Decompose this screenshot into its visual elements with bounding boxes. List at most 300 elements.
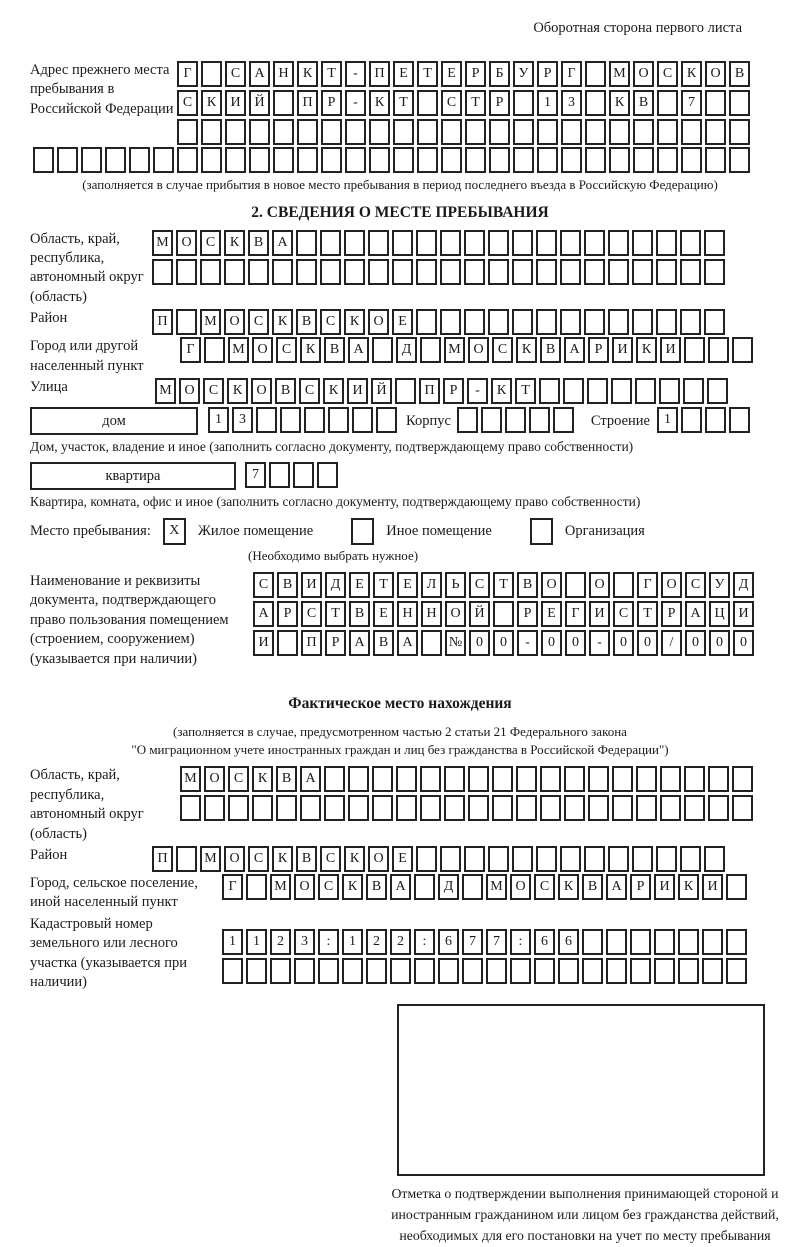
- char-box: [372, 766, 393, 792]
- char-box: Г: [561, 61, 582, 87]
- document-row-2: [253, 601, 757, 627]
- char-box: [512, 309, 533, 335]
- char-box: [224, 259, 245, 285]
- previous-address-row-1: [177, 61, 753, 87]
- char-box: [553, 407, 574, 433]
- char-box: [486, 958, 507, 984]
- char-box: М: [270, 874, 291, 900]
- char-box: [584, 846, 605, 872]
- char-box: [416, 846, 437, 872]
- char-box: 1: [208, 407, 229, 433]
- document-label: Наименование и реквизиты документа, подтверждающего право пользования помещением (строением, сооружением) (указывается при наличии): [30, 573, 229, 667]
- char-box: [369, 119, 390, 145]
- char-box: [293, 462, 314, 488]
- char-box: В: [582, 874, 603, 900]
- document-rows: [253, 572, 757, 656]
- char-box: 1: [246, 929, 267, 955]
- char-box: М: [228, 337, 249, 363]
- char-box: Т: [325, 601, 346, 627]
- char-box: У: [513, 61, 534, 87]
- char-box: [246, 958, 267, 984]
- char-box: С: [320, 309, 341, 335]
- char-box: С: [657, 61, 678, 87]
- previous-address-row-3: [177, 119, 753, 145]
- document-group: [30, 572, 770, 669]
- char-box: К: [201, 90, 222, 116]
- char-box: [536, 259, 557, 285]
- region-row-1: [152, 230, 728, 256]
- char-box: С: [200, 230, 221, 256]
- char-box: [57, 147, 78, 173]
- char-box: А: [253, 601, 274, 627]
- char-box: 7: [681, 90, 702, 116]
- char-box: [680, 259, 701, 285]
- char-box: [488, 309, 509, 335]
- char-box: [248, 259, 269, 285]
- char-box: Р: [321, 90, 342, 116]
- street-label: Улица: [30, 379, 68, 396]
- char-box: С: [613, 601, 634, 627]
- char-box: О: [368, 846, 389, 872]
- char-box: М: [200, 846, 221, 872]
- char-box: [560, 259, 581, 285]
- char-box: К: [558, 874, 579, 900]
- char-box: Н: [273, 61, 294, 87]
- char-box: Г: [180, 337, 201, 363]
- char-box: [464, 309, 485, 335]
- char-box: [273, 119, 294, 145]
- char-box: /: [661, 630, 682, 656]
- char-box: Е: [349, 572, 370, 598]
- char-box: Й: [469, 601, 490, 627]
- char-box: С: [248, 846, 269, 872]
- char-box: [393, 147, 414, 173]
- region-row-2: [152, 259, 728, 285]
- char-box: [585, 90, 606, 116]
- char-box: С: [299, 378, 320, 404]
- stay-type-note: (Необходимо выбрать нужное): [248, 547, 419, 563]
- char-box: [536, 846, 557, 872]
- char-box: [540, 766, 561, 792]
- char-box: Т: [465, 90, 486, 116]
- char-box: [222, 958, 243, 984]
- char-box: С: [534, 874, 555, 900]
- char-box: К: [300, 337, 321, 363]
- char-box: И: [589, 601, 610, 627]
- char-box: И: [225, 90, 246, 116]
- char-box: [729, 147, 750, 173]
- char-box: Р: [661, 601, 682, 627]
- char-box: [256, 407, 277, 433]
- stay-type-options: [163, 518, 683, 545]
- char-box: В: [248, 230, 269, 256]
- char-box: В: [275, 378, 296, 404]
- char-box: [705, 407, 726, 433]
- actual-district-label: Район: [30, 846, 68, 863]
- char-box: В: [276, 766, 297, 792]
- char-box: П: [297, 90, 318, 116]
- char-box: В: [366, 874, 387, 900]
- char-box: [328, 407, 349, 433]
- char-box: [321, 147, 342, 173]
- char-box: 0: [733, 630, 754, 656]
- char-box: [416, 309, 437, 335]
- char-box: С: [253, 572, 274, 598]
- char-box: В: [277, 572, 298, 598]
- char-box: [512, 846, 533, 872]
- apartment-cells: [245, 462, 341, 488]
- actual-region-row-2: [180, 795, 756, 821]
- char-box: Р: [443, 378, 464, 404]
- char-box: [252, 795, 273, 821]
- char-box: -: [517, 630, 538, 656]
- char-box: [345, 119, 366, 145]
- char-box: М: [609, 61, 630, 87]
- char-box: 7: [245, 462, 266, 488]
- char-box: [300, 795, 321, 821]
- char-box: [708, 766, 729, 792]
- char-box: [420, 795, 441, 821]
- char-box: О: [589, 572, 610, 598]
- char-box: [560, 230, 581, 256]
- char-box: [608, 846, 629, 872]
- char-box: [536, 230, 557, 256]
- char-box: [681, 407, 702, 433]
- char-box: Г: [177, 61, 198, 87]
- stay-type-label: Место пребывания:: [30, 522, 151, 539]
- char-box: Р: [537, 61, 558, 87]
- char-box: В: [349, 601, 370, 627]
- char-box: [561, 147, 582, 173]
- city-group: [30, 337, 770, 376]
- char-box: О: [368, 309, 389, 335]
- char-box: В: [517, 572, 538, 598]
- char-box: Р: [517, 601, 538, 627]
- char-box: [395, 378, 416, 404]
- char-box: С: [228, 766, 249, 792]
- char-box: С: [248, 309, 269, 335]
- char-box: [204, 337, 225, 363]
- char-box: В: [633, 90, 654, 116]
- char-box: -: [467, 378, 488, 404]
- char-box: [348, 766, 369, 792]
- char-box: [660, 795, 681, 821]
- actual-city-label: Город, сельское поселение, иной населенный пункт: [30, 874, 198, 911]
- char-box: И: [654, 874, 675, 900]
- previous-address-group: [30, 61, 770, 145]
- char-box: [585, 61, 606, 87]
- char-box: -: [345, 61, 366, 87]
- char-box: [654, 929, 675, 955]
- char-box: [492, 766, 513, 792]
- char-box: [201, 61, 222, 87]
- char-box: Й: [249, 90, 270, 116]
- korpus-cells: [457, 407, 577, 433]
- char-box: О: [294, 874, 315, 900]
- char-box: А: [390, 874, 411, 900]
- char-box: А: [685, 601, 706, 627]
- char-box: [561, 119, 582, 145]
- char-box: [492, 795, 513, 821]
- char-box: [680, 846, 701, 872]
- char-box: [176, 259, 197, 285]
- char-box: О: [224, 846, 245, 872]
- char-box: [201, 119, 222, 145]
- char-box: [702, 929, 723, 955]
- char-box: Е: [441, 61, 462, 87]
- char-box: М: [152, 230, 173, 256]
- char-box: М: [155, 378, 176, 404]
- actual-location-note-1: (заполняется в случае, предусмотренном частью 2 статьи 21 Федерального закона: [173, 724, 627, 740]
- char-box: [704, 309, 725, 335]
- apartment-group: [30, 462, 770, 490]
- char-box: Р: [277, 601, 298, 627]
- char-box: [345, 147, 366, 173]
- actual-location-title: Фактическое место нахождения: [288, 695, 512, 713]
- stay-option-label-1: Жилое помещение: [197, 522, 314, 539]
- char-box: М: [200, 309, 221, 335]
- char-box: [417, 119, 438, 145]
- char-box: [659, 378, 680, 404]
- char-box: [633, 147, 654, 173]
- char-box: [201, 147, 222, 173]
- char-box: [369, 147, 390, 173]
- char-box: [656, 230, 677, 256]
- char-box: С: [492, 337, 513, 363]
- char-box: [608, 309, 629, 335]
- char-box: [269, 462, 290, 488]
- char-box: 0: [685, 630, 706, 656]
- char-box: [632, 309, 653, 335]
- actual-region-row-1: [180, 766, 756, 792]
- char-box: Й: [371, 378, 392, 404]
- char-box: О: [510, 874, 531, 900]
- stay-option-label-2: Иное помещение: [386, 522, 492, 539]
- char-box: [680, 230, 701, 256]
- char-box: [729, 119, 750, 145]
- char-box: [613, 572, 634, 598]
- apartment-widebox: квартира: [30, 462, 236, 490]
- char-box: Т: [321, 61, 342, 87]
- char-box: 3: [232, 407, 253, 433]
- actual-district-group: [30, 846, 770, 872]
- street-row: [155, 378, 731, 404]
- char-box: О: [179, 378, 200, 404]
- char-box: [611, 378, 632, 404]
- previous-address-label: Адрес прежнего места пребывания в Российской Федерации: [30, 62, 174, 117]
- char-box: О: [204, 766, 225, 792]
- district-row: [152, 309, 728, 335]
- char-box: [297, 119, 318, 145]
- char-box: О: [705, 61, 726, 87]
- char-box: Т: [393, 90, 414, 116]
- char-box: [656, 259, 677, 285]
- char-box: [512, 230, 533, 256]
- char-box: [444, 766, 465, 792]
- char-box: А: [397, 630, 418, 656]
- char-box: :: [318, 929, 339, 955]
- char-box: [564, 766, 585, 792]
- char-box: [33, 147, 54, 173]
- char-box: [489, 147, 510, 173]
- char-box: [420, 337, 441, 363]
- char-box: С: [276, 337, 297, 363]
- char-box: Л: [421, 572, 442, 598]
- char-box: [584, 259, 605, 285]
- char-box: [372, 795, 393, 821]
- stay-option-label-3: Организация: [564, 522, 645, 539]
- char-box: [657, 147, 678, 173]
- char-box: [534, 958, 555, 984]
- char-box: Г: [637, 572, 658, 598]
- char-box: -: [589, 630, 610, 656]
- char-box: [320, 259, 341, 285]
- char-box: С: [320, 846, 341, 872]
- char-box: [608, 230, 629, 256]
- char-box: И: [301, 572, 322, 598]
- char-box: Р: [325, 630, 346, 656]
- char-box: [392, 230, 413, 256]
- char-box: [560, 309, 581, 335]
- char-box: Д: [733, 572, 754, 598]
- char-box: [177, 119, 198, 145]
- char-box: [465, 119, 486, 145]
- char-box: [444, 795, 465, 821]
- char-box: П: [152, 309, 173, 335]
- char-box: [176, 309, 197, 335]
- char-box: [294, 958, 315, 984]
- char-box: [276, 795, 297, 821]
- char-box: [513, 119, 534, 145]
- char-box: [635, 378, 656, 404]
- actual-region-group: [30, 766, 770, 844]
- char-box: К: [227, 378, 248, 404]
- district-label: Район: [30, 310, 68, 327]
- char-box: [537, 147, 558, 173]
- char-box: №: [445, 630, 466, 656]
- stay-type-row: [30, 518, 770, 545]
- char-box: К: [636, 337, 657, 363]
- char-box: Д: [438, 874, 459, 900]
- char-box: К: [252, 766, 273, 792]
- char-box: И: [660, 337, 681, 363]
- char-box: 1: [537, 90, 558, 116]
- char-box: [200, 259, 221, 285]
- char-box: И: [612, 337, 633, 363]
- char-box: [681, 119, 702, 145]
- char-box: А: [564, 337, 585, 363]
- apartment-note: Квартира, комната, офис и иное (заполнить согласно документу, подтверждающему право собственности): [30, 494, 641, 510]
- char-box: К: [369, 90, 390, 116]
- char-box: Т: [515, 378, 536, 404]
- char-box: [342, 958, 363, 984]
- char-box: [417, 147, 438, 173]
- char-box: В: [540, 337, 561, 363]
- char-box: [366, 958, 387, 984]
- char-box: [656, 846, 677, 872]
- char-box: П: [419, 378, 440, 404]
- char-box: [153, 147, 174, 173]
- char-box: 0: [709, 630, 730, 656]
- char-box: В: [373, 630, 394, 656]
- char-box: 0: [541, 630, 562, 656]
- char-box: 0: [493, 630, 514, 656]
- char-box: В: [729, 61, 750, 87]
- char-box: К: [272, 309, 293, 335]
- char-box: Р: [465, 61, 486, 87]
- char-box: [488, 846, 509, 872]
- char-box: К: [297, 61, 318, 87]
- char-box: Р: [630, 874, 651, 900]
- char-box: [726, 929, 747, 955]
- char-box: [684, 795, 705, 821]
- char-box: 7: [462, 929, 483, 955]
- char-box: [558, 958, 579, 984]
- char-box: [493, 601, 514, 627]
- char-box: [564, 795, 585, 821]
- char-box: А: [348, 337, 369, 363]
- char-box: У: [709, 572, 730, 598]
- char-box: [657, 90, 678, 116]
- char-box: [704, 230, 725, 256]
- char-box: К: [516, 337, 537, 363]
- char-box: [421, 630, 442, 656]
- section2-title: 2. СВЕДЕНИЯ О МЕСТЕ ПРЕБЫВАНИЯ: [251, 203, 549, 221]
- char-box: [320, 230, 341, 256]
- confirmation-stamp-box: [397, 1004, 765, 1176]
- char-box: [585, 147, 606, 173]
- char-box: Д: [396, 337, 417, 363]
- previous-address-row-4: [33, 147, 770, 173]
- char-box: О: [445, 601, 466, 627]
- house-group: [30, 407, 770, 435]
- actual-region-rows: [180, 766, 756, 821]
- char-box: Ь: [445, 572, 466, 598]
- char-box: [565, 572, 586, 598]
- char-box: [636, 795, 657, 821]
- char-box: [540, 795, 561, 821]
- char-box: [273, 147, 294, 173]
- char-box: [396, 795, 417, 821]
- char-box: В: [324, 337, 345, 363]
- korpus-label: Корпус: [406, 413, 451, 430]
- char-box: К: [272, 846, 293, 872]
- char-box: [416, 259, 437, 285]
- char-box: [228, 795, 249, 821]
- char-box: [732, 337, 753, 363]
- char-box: 1: [657, 407, 678, 433]
- char-box: 7: [486, 929, 507, 955]
- char-box: [630, 958, 651, 984]
- char-box: Е: [541, 601, 562, 627]
- house-note: Дом, участок, владение и иное (заполнить согласно документу, подтверждающему право собственности): [30, 439, 634, 455]
- char-box: [129, 147, 150, 173]
- char-box: [304, 407, 325, 433]
- char-box: [684, 766, 705, 792]
- char-box: [457, 407, 478, 433]
- char-box: Е: [373, 601, 394, 627]
- char-box: [560, 846, 581, 872]
- char-box: К: [681, 61, 702, 87]
- char-box: [81, 147, 102, 173]
- char-box: [441, 119, 462, 145]
- char-box: М: [180, 766, 201, 792]
- char-box: [417, 90, 438, 116]
- char-box: [249, 119, 270, 145]
- char-box: [529, 407, 550, 433]
- char-box: Р: [588, 337, 609, 363]
- previous-address-rows: [177, 61, 753, 145]
